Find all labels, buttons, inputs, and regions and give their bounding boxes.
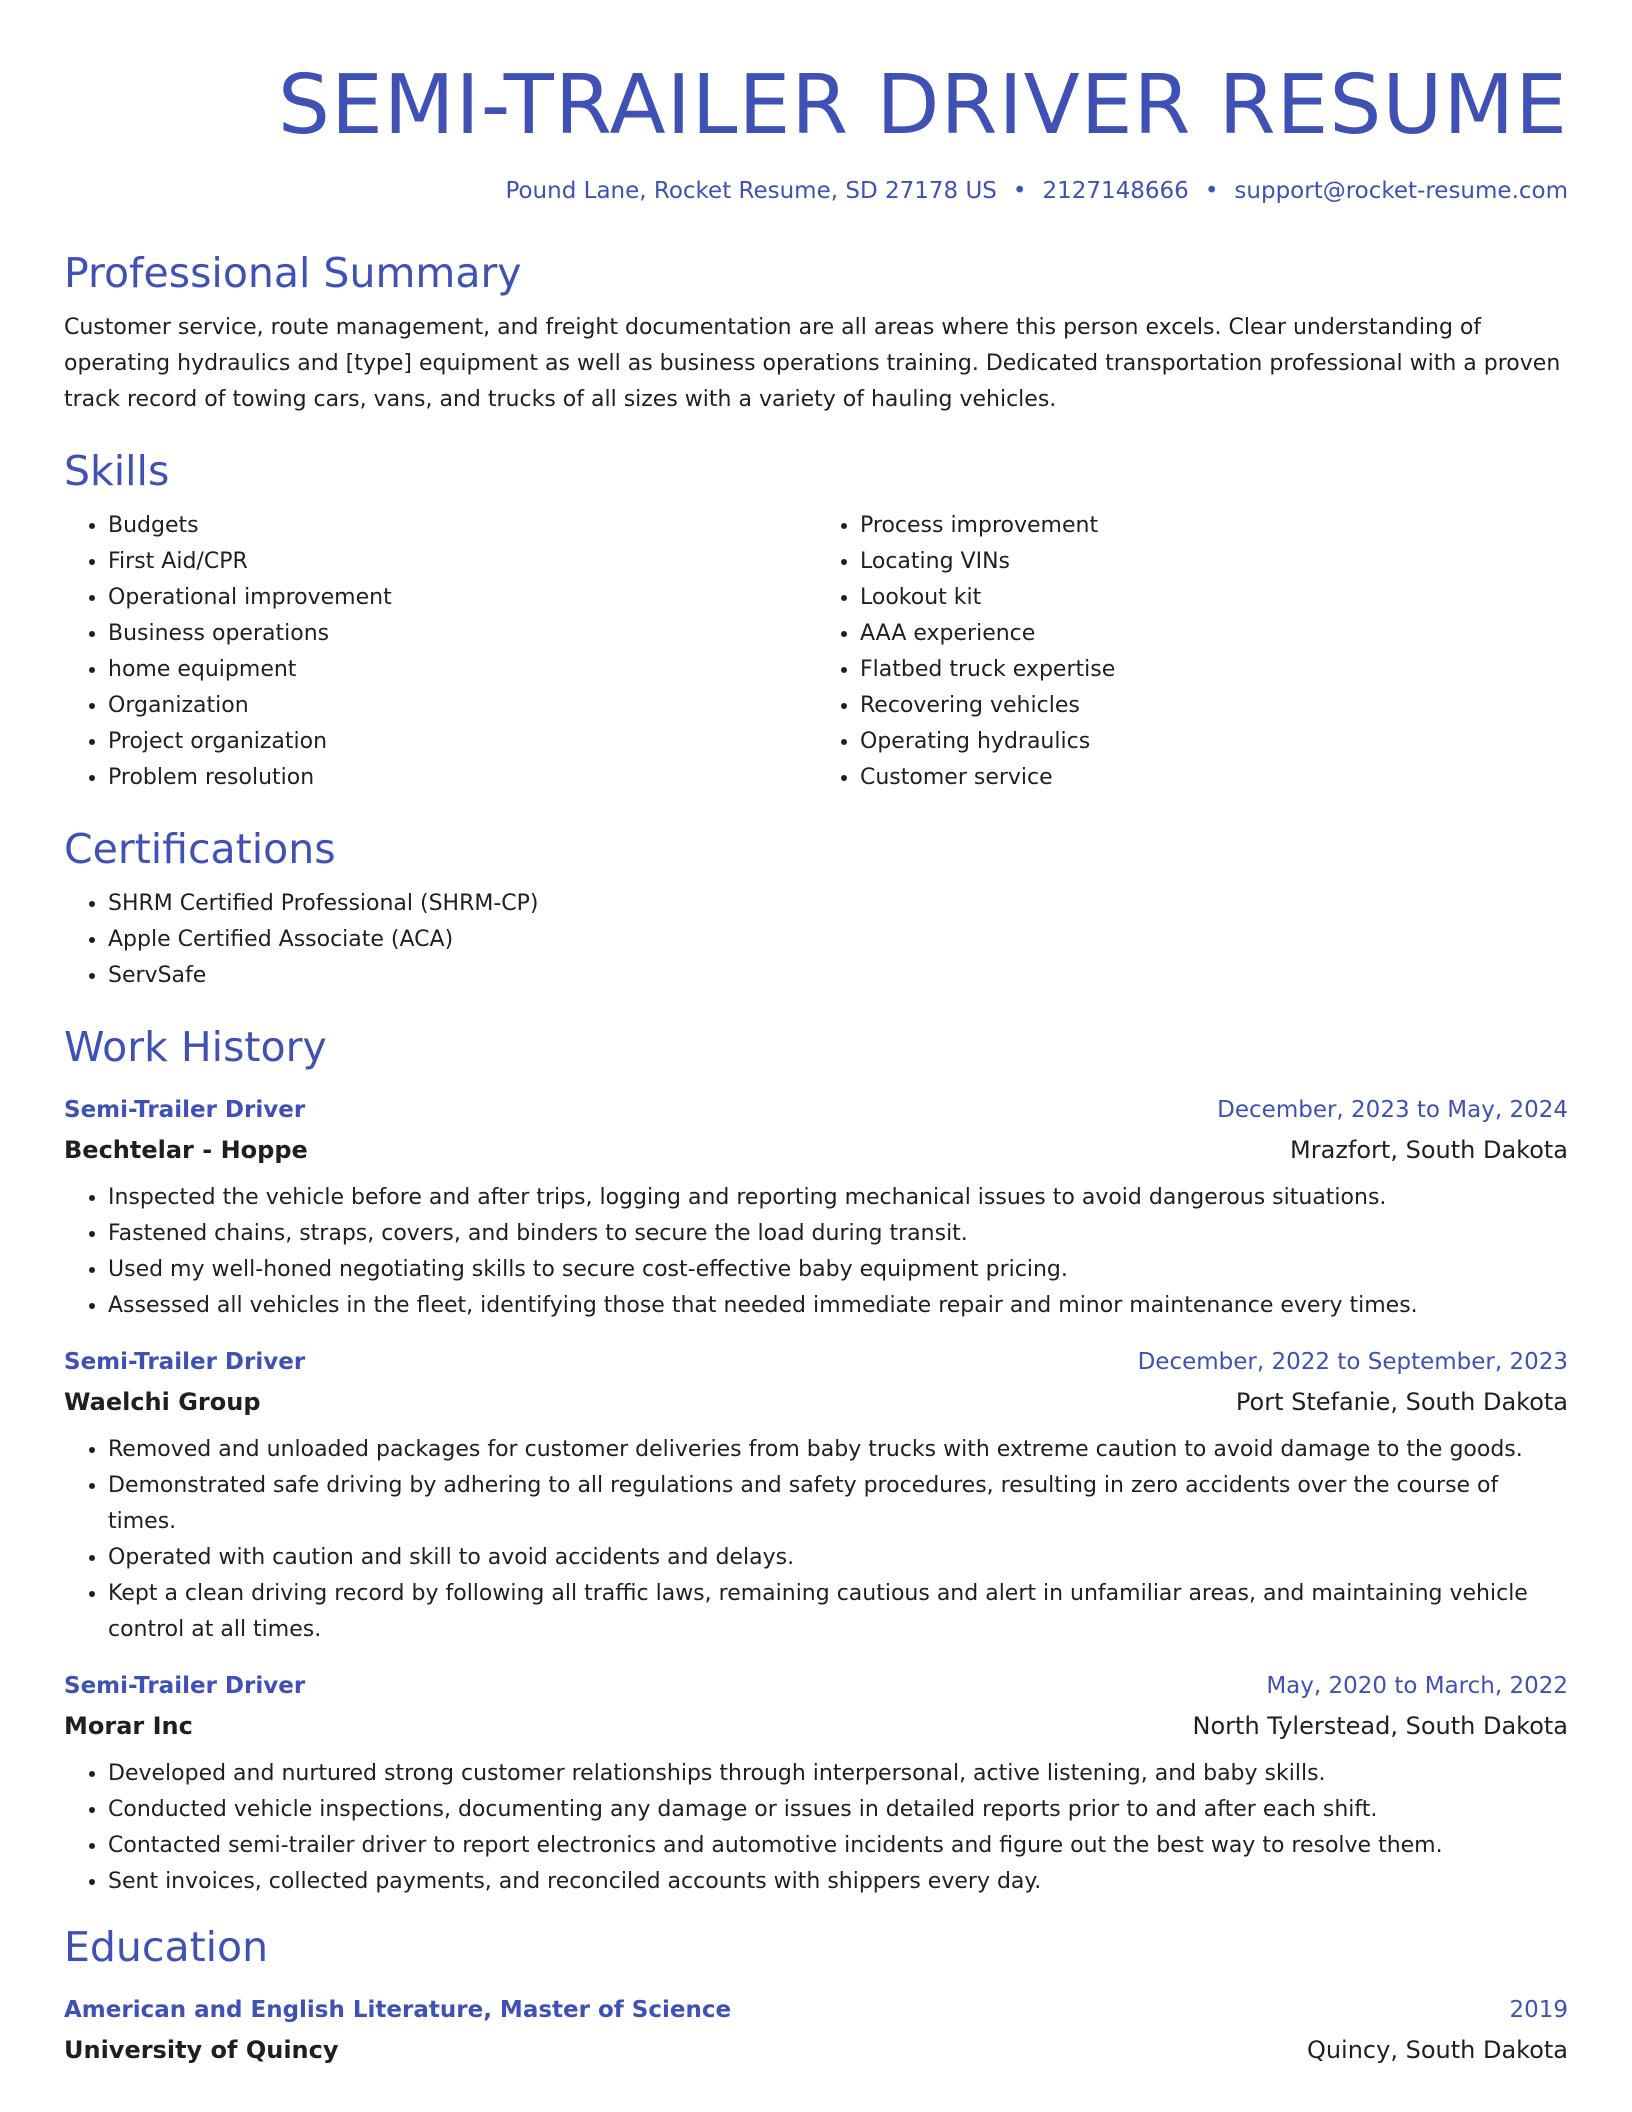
skills-grid <box>64 508 1568 796</box>
job-bullet: • Developed and nurtured strong customer relationships through interpersonal, active listening, and baby skills. <box>108 1756 1568 1792</box>
education-school: University of Quincy <box>64 2036 339 2064</box>
job-bullet: • Contacted semi-trailer driver to report electronics and automotive incidents and figure out the best way to resolve them. <box>108 1828 1568 1864</box>
contact-email: support@rocket-resume.com <box>1234 178 1568 204</box>
skill-item: • Flatbed truck expertise <box>860 652 1568 688</box>
summary-heading: Professional Summary <box>64 249 522 297</box>
job-location: North Tylerstead, South Dakota <box>1192 1712 1568 1740</box>
skill-item: • Locating VINs <box>860 544 1568 580</box>
skill-item: • Operational improvement <box>108 580 816 616</box>
education-section <box>64 1922 1568 2070</box>
job-bullet: • Conducted vehicle inspections, documenting any damage or issues in detailed reports prior to and after each shift. <box>108 1792 1568 1828</box>
summary-text: Customer service, route management, and freight documentation are all areas where this person excels. Clear understanding of operating hydraulics and [type] equipment as well as business operations training. Dedicated transportation professional with a proven track record of towing cars, vans, and trucks of all sizes with a variety of hauling vehicles. <box>64 315 1561 412</box>
job-location: Port Stefanie, South Dakota <box>1235 1388 1568 1416</box>
job-dates: December, 2022 to September, 2023 <box>1137 1349 1568 1375</box>
contact-separator: • <box>1204 178 1219 204</box>
job-bullet: • Operated with caution and skill to avoid accidents and delays. <box>108 1540 1568 1576</box>
skills-list-right <box>816 508 1568 796</box>
contact-separator: • <box>1012 178 1027 204</box>
resume-header <box>64 56 1568 206</box>
certifications-section <box>64 824 1568 994</box>
job-bullets <box>64 1432 1568 1648</box>
certifications-heading: Certifications <box>64 825 336 873</box>
skill-item: • Customer service <box>860 760 1568 796</box>
job-bullet: • Removed and unloaded packages for customer deliveries from baby trucks with extreme caution to avoid damage to the goods. <box>108 1432 1568 1468</box>
job-title-row <box>64 1666 1568 1706</box>
job-company-row <box>64 1706 1568 1746</box>
job-title-row <box>64 1342 1568 1382</box>
education-degree-row <box>64 1990 1568 2030</box>
skill-item: • Process improvement <box>860 508 1568 544</box>
job-title: Semi-Trailer Driver <box>64 1673 306 1699</box>
job-entry <box>64 1666 1568 1900</box>
certification-item: • Apple Certified Associate (ACA) <box>108 922 1568 958</box>
skill-item: • Organization <box>108 688 816 724</box>
certifications-list <box>64 886 1568 994</box>
education-entry <box>64 1990 1568 2070</box>
skill-item: • Budgets <box>108 508 816 544</box>
summary-section <box>64 248 1568 418</box>
job-company-row <box>64 1382 1568 1422</box>
work-history-heading: Work History <box>64 1023 327 1071</box>
job-company: Waelchi Group <box>64 1388 261 1416</box>
skill-item: • Problem resolution <box>108 760 816 796</box>
job-bullet: • Fastened chains, straps, covers, and binders to secure the load during transit. <box>108 1216 1568 1252</box>
job-company: Morar Inc <box>64 1712 193 1740</box>
job-bullet: • Kept a clean driving record by following all traffic laws, remaining cautious and alert in unfamiliar areas, and maintaining vehicle control at all times. <box>108 1576 1568 1648</box>
job-title: Semi-Trailer Driver <box>64 1097 306 1123</box>
job-bullet: • Inspected the vehicle before and after trips, logging and reporting mechanical issues to avoid dangerous situations. <box>108 1180 1568 1216</box>
skill-item: • home equipment <box>108 652 816 688</box>
education-school-row <box>64 2030 1568 2070</box>
skills-section <box>64 446 1568 796</box>
job-bullets <box>64 1756 1568 1900</box>
job-bullets <box>64 1180 1568 1324</box>
job-location: Mrazfort, South Dakota <box>1290 1136 1568 1164</box>
certification-item: • ServSafe <box>108 958 1568 994</box>
job-bullet: • Demonstrated safe driving by adhering to all regulations and safety procedures, resulting in zero accidents over the course of times. <box>108 1468 1568 1540</box>
skill-item: • AAA experience <box>860 616 1568 652</box>
job-dates: May, 2020 to March, 2022 <box>1266 1673 1568 1699</box>
skill-item: • Business operations <box>108 616 816 652</box>
skill-item: • First Aid/CPR <box>108 544 816 580</box>
job-bullet: • Sent invoices, collected payments, and reconciled accounts with shippers every day. <box>108 1864 1568 1900</box>
contact-phone: 2127148666 <box>1042 178 1189 204</box>
job-company: Bechtelar - Hoppe <box>64 1136 308 1164</box>
job-title: Semi-Trailer Driver <box>64 1349 306 1375</box>
certification-item: • SHRM Certified Professional (SHRM-CP) <box>108 886 1568 922</box>
education-degree: American and English Literature, Master of Science <box>64 1997 732 2023</box>
job-entry <box>64 1342 1568 1648</box>
contact-address: Pound Lane, Rocket Resume, SD 27178 US <box>505 178 997 204</box>
work-history-section <box>64 1022 1568 1900</box>
job-title-row <box>64 1090 1568 1130</box>
job-entry <box>64 1090 1568 1324</box>
skill-item: • Recovering vehicles <box>860 688 1568 724</box>
job-dates: December, 2023 to May, 2024 <box>1217 1097 1568 1123</box>
skill-item: • Operating hydraulics <box>860 724 1568 760</box>
education-heading: Education <box>64 1923 269 1971</box>
skill-item: • Lookout kit <box>860 580 1568 616</box>
education-year: 2019 <box>1509 1997 1568 2023</box>
contact-line <box>64 176 1568 206</box>
education-location: Quincy, South Dakota <box>1306 2036 1568 2064</box>
skills-list-left <box>64 508 816 796</box>
job-bullet: • Assessed all vehicles in the fleet, identifying those that needed immediate repair and minor maintenance every times. <box>108 1288 1568 1324</box>
page-title: SEMI-TRAILER DRIVER RESUME <box>277 58 1568 153</box>
skill-item: • Project organization <box>108 724 816 760</box>
skills-heading: Skills <box>64 447 170 495</box>
job-bullet: • Used my well-honed negotiating skills to secure cost-effective baby equipment pricing. <box>108 1252 1568 1288</box>
job-company-row <box>64 1130 1568 1170</box>
